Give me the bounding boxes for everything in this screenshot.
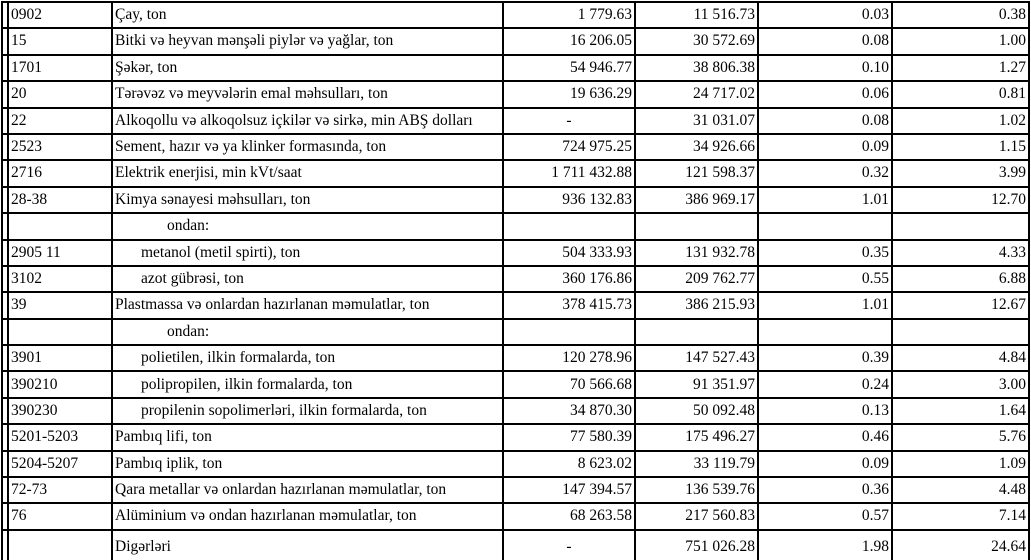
table-row	[2, 160, 1029, 186]
share-percent-cell-2: 5.76	[892, 424, 1029, 450]
quantity-value-cell: 68 263.58	[503, 503, 635, 529]
quantity-value-cell: 34 870.30	[503, 398, 635, 424]
share-percent-cell: 0.10	[758, 55, 892, 81]
share-percent-cell-2: 0.81	[892, 81, 1029, 107]
table-body	[2, 2, 1029, 560]
share-percent-cell-2	[892, 319, 1029, 345]
quantity-value-cell: -	[503, 530, 635, 560]
share-percent-cell: 0.24	[758, 371, 892, 397]
quantity-value-cell: -	[503, 108, 635, 134]
share-percent-cell-2: 1.00	[892, 28, 1029, 54]
commodity-code-cell: 72-73	[8, 477, 112, 503]
commodity-code-cell: 5204-5207	[8, 451, 112, 477]
share-percent-cell: 0.09	[758, 134, 892, 160]
table-row	[2, 292, 1029, 318]
value-thousand-usd-cell: 24 717.02	[635, 81, 758, 107]
commodity-name-cell: Alüminium və ondan hazırlanan məmulatlar, ton	[112, 503, 503, 529]
commodity-name-cell: Kimya sənayesi məhsulları, ton	[112, 187, 503, 213]
quantity-value-cell: 378 415.73	[503, 292, 635, 318]
share-percent-cell: 1.01	[758, 187, 892, 213]
value-thousand-usd-cell: 121 598.37	[635, 160, 758, 186]
commodity-code-cell	[8, 213, 112, 239]
share-percent-cell	[758, 319, 892, 345]
share-percent-cell: 0.35	[758, 240, 892, 266]
commodity-code-cell: 76	[8, 503, 112, 529]
value-thousand-usd-cell: 751 026.28	[635, 530, 758, 560]
share-percent-cell: 0.06	[758, 81, 892, 107]
share-percent-cell-2: 1.09	[892, 451, 1029, 477]
quantity-value-cell	[503, 319, 635, 345]
commodity-name-cell: Çay, ton	[112, 2, 503, 28]
commodity-code-cell: 3102	[8, 266, 112, 292]
share-percent-cell: 0.39	[758, 345, 892, 371]
share-percent-cell-2: 6.88	[892, 266, 1029, 292]
table-row	[2, 398, 1029, 424]
commodity-name-cell: Pambıq iplik, ton	[112, 451, 503, 477]
share-percent-cell-2: 1.64	[892, 398, 1029, 424]
share-percent-cell-2: 0.38	[892, 2, 1029, 28]
commodity-name-cell: Pambıq lifi, ton	[112, 424, 503, 450]
share-percent-cell: 1.01	[758, 292, 892, 318]
share-percent-cell: 0.57	[758, 503, 892, 529]
table-row	[2, 2, 1029, 28]
quantity-value-cell	[503, 213, 635, 239]
commodity-code-cell: 3901	[8, 345, 112, 371]
commodity-name-cell: ondan:	[112, 319, 503, 345]
quantity-value-cell: 70 566.68	[503, 371, 635, 397]
quantity-value-cell: 1 711 432.88	[503, 160, 635, 186]
value-thousand-usd-cell: 91 351.97	[635, 371, 758, 397]
share-percent-cell-2: 24.64	[892, 530, 1029, 560]
table-row	[2, 530, 1029, 560]
value-thousand-usd-cell: 38 806.38	[635, 55, 758, 81]
commodity-code-cell	[8, 530, 112, 560]
share-percent-cell-2: 3.99	[892, 160, 1029, 186]
share-percent-cell-2: 1.15	[892, 134, 1029, 160]
commodity-name-cell: polietilen, ilkin formalarda, ton	[112, 345, 503, 371]
quantity-value-cell: 16 206.05	[503, 28, 635, 54]
commodity-name-cell: azot gübrəsi, ton	[112, 266, 503, 292]
value-thousand-usd-cell: 209 762.77	[635, 266, 758, 292]
commodity-code-cell: 1701	[8, 55, 112, 81]
value-thousand-usd-cell: 147 527.43	[635, 345, 758, 371]
share-percent-cell: 1.98	[758, 530, 892, 560]
table-row	[2, 371, 1029, 397]
commodity-name-cell: Bitki və heyvan mənşəli piylər və yağlar, ton	[112, 28, 503, 54]
table-row	[2, 28, 1029, 54]
table-row	[2, 81, 1029, 107]
commodity-code-cell: 39	[8, 292, 112, 318]
commodity-name-cell: ondan:	[112, 213, 503, 239]
share-percent-cell: 0.32	[758, 160, 892, 186]
commodity-code-cell: 22	[8, 108, 112, 134]
table-row	[2, 477, 1029, 503]
value-thousand-usd-cell: 50 092.48	[635, 398, 758, 424]
trade-commodity-table	[1, 1, 1030, 560]
commodity-name-cell: Plastmassa və onlardan hazırlanan məmulatlar, ton	[112, 292, 503, 318]
value-thousand-usd-cell: 33 119.79	[635, 451, 758, 477]
commodity-name-cell: Qara metallar və onlardan hazırlanan məmulatlar, ton	[112, 477, 503, 503]
table-row	[2, 187, 1029, 213]
share-percent-cell: 0.36	[758, 477, 892, 503]
quantity-value-cell: 504 333.93	[503, 240, 635, 266]
quantity-value-cell: 147 394.57	[503, 477, 635, 503]
commodity-name-cell: Sement, hazır və ya klinker formasında, ton	[112, 134, 503, 160]
share-percent-cell: 0.09	[758, 451, 892, 477]
share-percent-cell: 0.03	[758, 2, 892, 28]
value-thousand-usd-cell	[635, 213, 758, 239]
share-percent-cell-2: 4.48	[892, 477, 1029, 503]
table-row	[2, 266, 1029, 292]
share-percent-cell-2: 12.70	[892, 187, 1029, 213]
commodity-name-cell: metanol (metil spirti), ton	[112, 240, 503, 266]
quantity-value-cell: 724 975.25	[503, 134, 635, 160]
table-row	[2, 108, 1029, 134]
commodity-name-cell: Elektrik enerjisi, min kVt/saat	[112, 160, 503, 186]
share-percent-cell-2: 4.33	[892, 240, 1029, 266]
table-row	[2, 345, 1029, 371]
table-row	[2, 319, 1029, 345]
commodity-name-cell: Şəkər, ton	[112, 55, 503, 81]
table-row	[2, 240, 1029, 266]
quantity-value-cell: 1 779.63	[503, 2, 635, 28]
commodity-code-cell: 390210	[8, 371, 112, 397]
value-thousand-usd-cell: 31 031.07	[635, 108, 758, 134]
share-percent-cell-2: 1.27	[892, 55, 1029, 81]
value-thousand-usd-cell: 11 516.73	[635, 2, 758, 28]
share-percent-cell-2: 1.02	[892, 108, 1029, 134]
share-percent-cell: 0.08	[758, 108, 892, 134]
value-thousand-usd-cell: 30 572.69	[635, 28, 758, 54]
value-thousand-usd-cell: 131 932.78	[635, 240, 758, 266]
quantity-value-cell: 360 176.86	[503, 266, 635, 292]
quantity-value-cell: 54 946.77	[503, 55, 635, 81]
share-percent-cell	[758, 213, 892, 239]
quantity-value-cell: 19 636.29	[503, 81, 635, 107]
commodity-name-cell: polipropilen, ilkin formalarda, ton	[112, 371, 503, 397]
value-thousand-usd-cell	[635, 319, 758, 345]
commodity-code-cell: 2905 11	[8, 240, 112, 266]
commodity-code-cell	[8, 319, 112, 345]
commodity-code-cell: 20	[8, 81, 112, 107]
commodity-name-cell: Digərləri	[112, 530, 503, 560]
share-percent-cell-2: 7.14	[892, 503, 1029, 529]
value-thousand-usd-cell: 136 539.76	[635, 477, 758, 503]
share-percent-cell-2: 3.00	[892, 371, 1029, 397]
quantity-value-cell: 120 278.96	[503, 345, 635, 371]
share-percent-cell-2: 12.67	[892, 292, 1029, 318]
commodity-code-cell: 28-38	[8, 187, 112, 213]
share-percent-cell: 0.08	[758, 28, 892, 54]
value-thousand-usd-cell: 217 560.83	[635, 503, 758, 529]
commodity-code-cell: 2716	[8, 160, 112, 186]
table-row	[2, 503, 1029, 529]
table-row	[2, 55, 1029, 81]
table-row	[2, 451, 1029, 477]
commodity-code-cell: 2523	[8, 134, 112, 160]
share-percent-cell-2: 4.84	[892, 345, 1029, 371]
share-percent-cell: 0.46	[758, 424, 892, 450]
quantity-value-cell: 77 580.39	[503, 424, 635, 450]
share-percent-cell-2	[892, 213, 1029, 239]
table-row	[2, 134, 1029, 160]
value-thousand-usd-cell: 175 496.27	[635, 424, 758, 450]
commodity-name-cell: Tərəvəz və meyvələrin emal məhsulları, ton	[112, 81, 503, 107]
share-percent-cell: 0.55	[758, 266, 892, 292]
commodity-name-cell: propilenin sopolimerləri, ilkin formalarda, ton	[112, 398, 503, 424]
value-thousand-usd-cell: 386 969.17	[635, 187, 758, 213]
commodity-code-cell: 0902	[8, 2, 112, 28]
table-row	[2, 213, 1029, 239]
quantity-value-cell: 936 132.83	[503, 187, 635, 213]
value-thousand-usd-cell: 34 926.66	[635, 134, 758, 160]
quantity-value-cell: 8 623.02	[503, 451, 635, 477]
commodity-code-cell: 5201-5203	[8, 424, 112, 450]
table-row	[2, 424, 1029, 450]
commodity-code-cell: 390230	[8, 398, 112, 424]
value-thousand-usd-cell: 386 215.93	[635, 292, 758, 318]
commodity-code-cell: 15	[8, 28, 112, 54]
share-percent-cell: 0.13	[758, 398, 892, 424]
commodity-name-cell: Alkoqollu və alkoqolsuz içkilər və sirkə, min ABŞ dolları	[112, 108, 503, 134]
